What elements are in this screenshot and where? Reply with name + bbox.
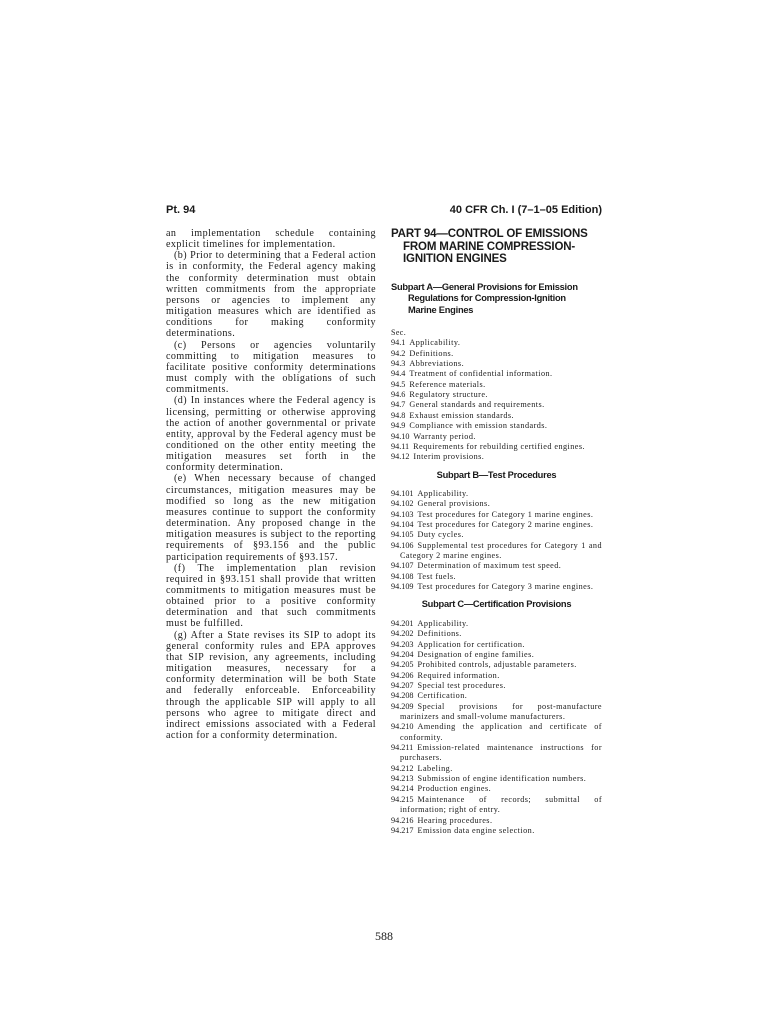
section-title: Production engines. <box>417 784 492 794</box>
section-title: General standards and requirements. <box>409 400 545 410</box>
section-number: 94.6 <box>391 390 406 400</box>
section-number: 94.8 <box>391 410 406 420</box>
section-title: Emission data engine selection. <box>417 825 535 835</box>
section-title: General provisions. <box>417 499 491 509</box>
section-title: Amending the application and certificate of conformity. <box>400 722 602 742</box>
section-number: 94.210 <box>391 722 414 732</box>
section-title: Test procedures for Category 1 marine engines. <box>417 509 594 519</box>
toc-entry <box>391 743 602 764</box>
toc-entry <box>391 722 602 743</box>
section-title: Maintenance of records; submittal of information; right of entry. <box>400 794 602 815</box>
section-number: 94.3 <box>391 359 406 369</box>
toc-entry <box>391 520 602 530</box>
section-title: Applicability. <box>417 489 469 499</box>
running-header-part: Pt. 94 <box>166 204 196 216</box>
section-number: 94.214 <box>391 784 414 794</box>
right-column <box>391 228 602 836</box>
section-title: Interim provisions. <box>413 452 485 462</box>
page-number: 588 <box>375 929 393 943</box>
section-title: Reference materials. <box>409 379 486 389</box>
section-title: Emission-related maintenance instructions for purchasers. <box>400 743 602 763</box>
toc-entry <box>391 640 602 650</box>
toc-entry <box>391 442 602 452</box>
section-title: Abbreviations. <box>409 359 465 369</box>
section-number: 94.107 <box>391 561 414 571</box>
toc-entry <box>391 816 602 826</box>
paragraph-f: (f) The implementation plan revision required in §93.151 shall provide that written commitments to mitigation measures must be obtained prior to a positive conformity determination and that such commitments must be fulfilled. <box>166 562 376 630</box>
section-title: Test procedures for Category 2 marine engines. <box>417 520 594 530</box>
section-number: 94.105 <box>391 530 414 540</box>
toc-entry <box>391 702 602 723</box>
left-column <box>166 228 376 741</box>
section-title: Labeling. <box>417 763 453 773</box>
section-number: 94.106 <box>391 540 414 550</box>
section-number: 94.104 <box>391 520 414 530</box>
section-title: Applicability. <box>409 338 461 348</box>
section-title: Warranty period. <box>413 431 476 441</box>
section-title: Applicability. <box>417 618 469 628</box>
paragraph-e: (e) When necessary because of changed circumstances, mitigation measures may be modified so long as the new mitigation measures continue to support the conformity determination. Any proposed change in the mitigation measures is subject to the reporting requirements of §93.156 and the public participation requirements of §93.157. <box>166 473 376 563</box>
section-number: 94.213 <box>391 774 414 784</box>
section-number: 94.211 <box>391 743 414 753</box>
section-title: Prohibited controls, adjustable parameters. <box>417 660 577 670</box>
toc-entry <box>391 400 602 410</box>
running-header-title: 40 CFR Ch. I (7–1–05 Edition) <box>449 204 602 216</box>
toc-entry <box>391 369 602 379</box>
paragraph-g: (g) After a State revises its SIP to adopt its general conformity rules and EPA approves that SIP revision, any agreements, including mitigation measures, necessary for a conformity determination will be both State and federally enforceable. Enforceability through the applicable SIP will apply to all persons who agree to mitigate direct and indirect emissions associated with a Federal action for a conformity determination. <box>166 629 376 742</box>
section-title: Test procedures for Category 3 marine engines. <box>417 582 594 592</box>
section-number: 94.10 <box>391 431 410 441</box>
section-number: 94.103 <box>391 509 414 519</box>
subpart-c-heading: Subpart C—Certification Provisions <box>421 599 572 610</box>
toc-entry <box>391 359 602 369</box>
toc-entry <box>391 681 602 691</box>
section-title: Exhaust emission standards. <box>409 410 515 420</box>
section-title: Compliance with emission standards. <box>409 421 548 431</box>
section-number: 94.209 <box>391 701 414 711</box>
subpart-c-contents <box>391 619 602 836</box>
toc-entry <box>391 582 602 592</box>
toc-entry <box>391 452 602 462</box>
toc-entry <box>391 380 602 390</box>
toc-entry <box>391 660 602 670</box>
section-title: Duty cycles. <box>417 530 464 540</box>
paragraph-continued: an implementation schedule containing explicit timelines for implementation. <box>166 228 376 251</box>
section-label: Sec. <box>391 328 407 337</box>
section-title: Hearing procedures. <box>417 815 493 825</box>
toc-entry <box>391 826 602 836</box>
section-title: Certification. <box>417 691 468 701</box>
toc-entry <box>391 338 602 348</box>
section-number: 94.2 <box>391 348 406 358</box>
toc-entry <box>391 349 602 359</box>
section-title: Designation of engine families. <box>417 650 535 659</box>
section-title: Special test procedures. <box>417 681 506 691</box>
section-number: 94.5 <box>391 379 406 389</box>
section-title: Definitions. <box>417 629 462 639</box>
section-number: 94.215 <box>391 794 414 804</box>
paragraph-c: (c) Persons or agencies voluntarily committing to mitigation measures to facilitate positive conformity determinations must comply with the obligations of such commitments. <box>166 339 376 396</box>
section-number: 94.102 <box>391 499 414 509</box>
section-title: Regulatory structure. <box>409 390 488 400</box>
section-number: 94.208 <box>391 691 414 701</box>
section-number: 94.203 <box>391 639 414 649</box>
section-number: 94.101 <box>391 489 414 499</box>
toc-entry <box>391 541 602 562</box>
toc-entry <box>391 650 602 660</box>
toc-entry <box>391 764 602 774</box>
subpart-a-contents <box>391 338 602 462</box>
toc-entry <box>391 784 602 794</box>
toc-entry <box>391 561 602 571</box>
toc-entry <box>391 774 602 784</box>
part-title: PART 94—CONTROL OF EMISSIONS FROM MARINE COMPRESSION- IGNITION ENGINES <box>391 228 588 265</box>
toc-entry <box>391 432 602 442</box>
section-number: 94.212 <box>391 763 414 773</box>
section-number: 94.12 <box>391 452 410 462</box>
section-title: Supplemental test procedures for Category 1 and Category 2 marine engines. <box>400 540 602 561</box>
section-number: 94.201 <box>391 618 414 628</box>
section-number: 94.11 <box>391 441 410 451</box>
section-title: Required information. <box>417 670 500 680</box>
section-title: Requirements for rebuilding certified engines. <box>413 441 586 451</box>
toc-entry <box>391 530 602 540</box>
toc-entry <box>391 619 602 629</box>
section-number: 94.217 <box>391 825 414 835</box>
toc-entry <box>391 499 602 509</box>
section-number: 94.7 <box>391 400 406 410</box>
subpart-b-contents <box>391 489 602 592</box>
toc-entry <box>391 671 602 681</box>
toc-entry <box>391 795 602 816</box>
section-number: 94.205 <box>391 660 414 670</box>
section-number: 94.207 <box>391 681 414 691</box>
subpart-a-heading: Subpart A—General Provisions for Emission Regulations for Compression-Ignition Marine Engines <box>391 281 578 315</box>
section-number: 94.4 <box>391 369 406 379</box>
section-title: Application for certification. <box>417 639 525 649</box>
toc-entry <box>391 390 602 400</box>
paragraph-d: (d) In instances where the Federal agency is licensing, permitting or otherwise approving the action of another governmental or private entity, approval by the Federal agency must be conditioned on the other entity meeting the mitigation measures set forth in the conformity determination. <box>166 395 376 474</box>
section-number: 94.202 <box>391 629 414 639</box>
section-title: Submission of engine identification numbers. <box>417 774 587 784</box>
toc-entry <box>391 572 602 582</box>
section-number: 94.216 <box>391 815 414 825</box>
section-number: 94.108 <box>391 571 414 581</box>
section-number: 94.9 <box>391 421 406 431</box>
section-number: 94.206 <box>391 670 414 680</box>
section-number: 94.109 <box>391 582 414 592</box>
paragraph-b: (b) Prior to determining that a Federal action is in conformity, the Federal agency making the conformity determination must obtain written commitments from the appropriate persons or agencies to implement any mitigation measures which are identified as conditions for making conformity determinations. <box>166 250 376 340</box>
toc-entry <box>391 411 602 421</box>
section-number: 94.1 <box>391 338 406 348</box>
section-title: Special provisions for post-manufacture marinizers and small-volume manufacturers. <box>400 701 602 722</box>
toc-entry <box>391 421 602 431</box>
section-title: Determination of maximum test speed. <box>417 561 562 571</box>
toc-entry <box>391 629 602 639</box>
toc-entry <box>391 489 602 499</box>
section-number: 94.204 <box>391 650 414 659</box>
section-title: Treatment of confidential information. <box>409 369 553 379</box>
toc-entry <box>391 510 602 520</box>
section-title: Test fuels. <box>417 571 456 581</box>
section-title: Definitions. <box>409 348 454 358</box>
toc-entry <box>391 691 602 701</box>
subpart-b-heading: Subpart B—Test Procedures <box>436 469 557 480</box>
